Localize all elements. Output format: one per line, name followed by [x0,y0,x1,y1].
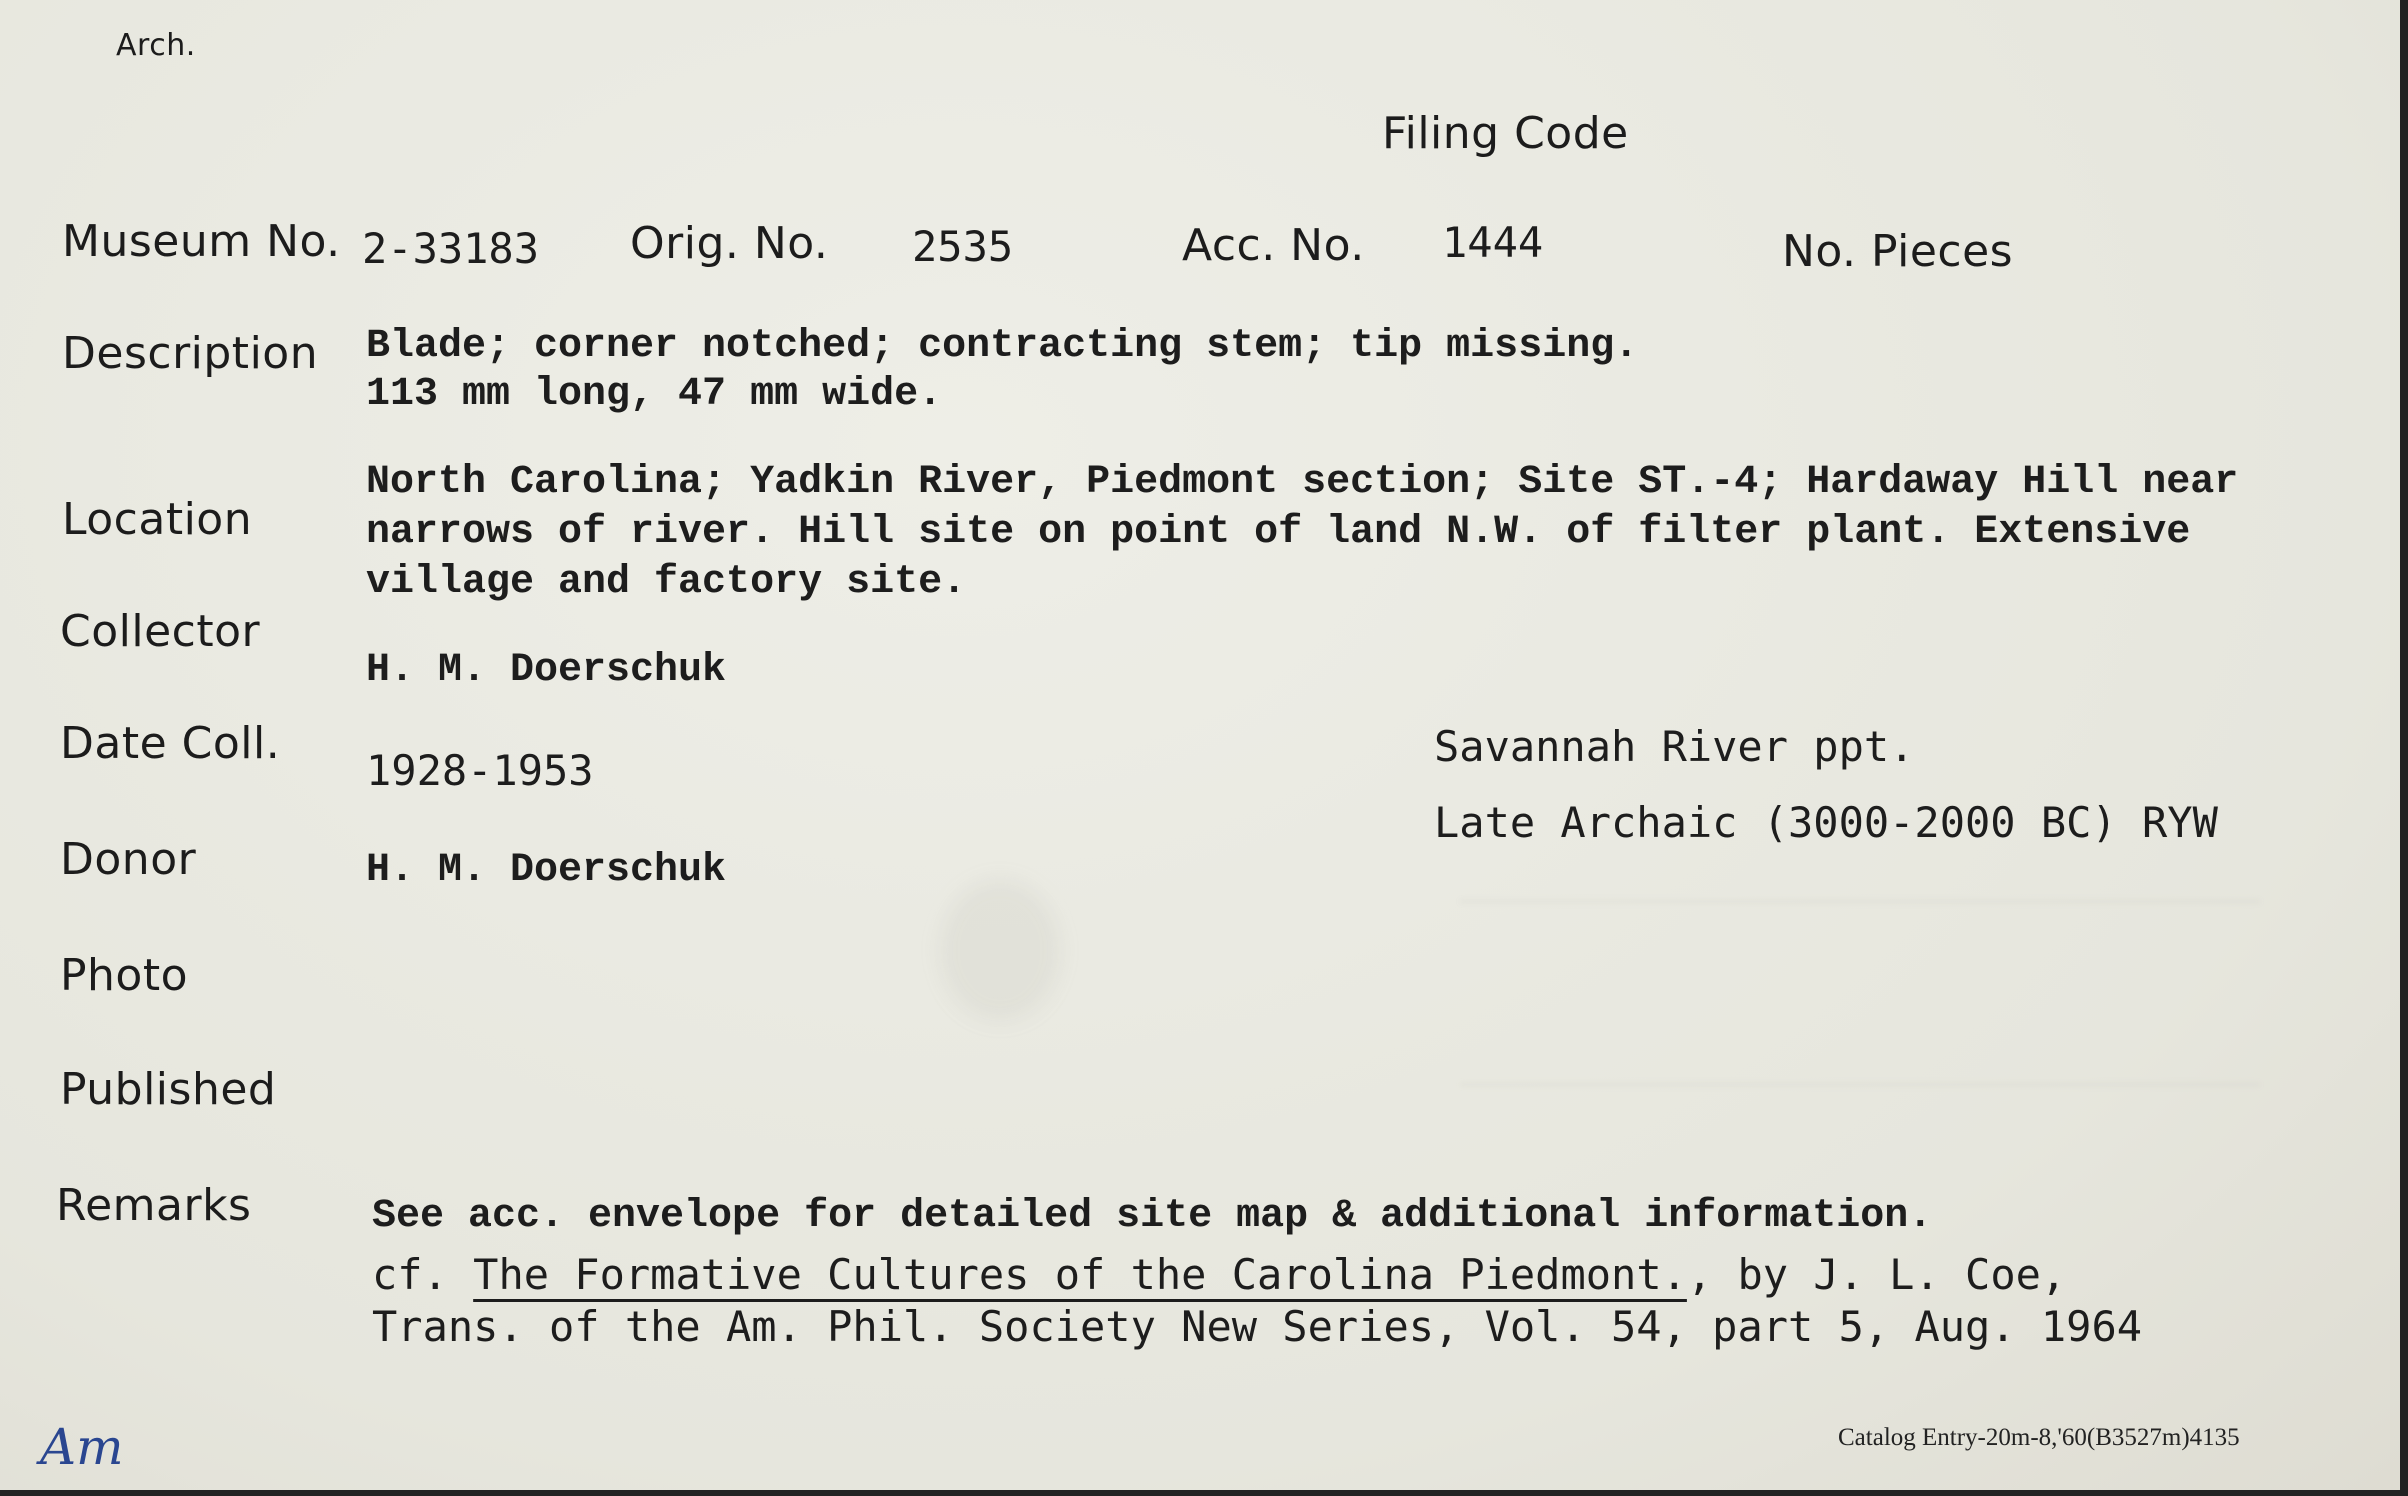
location-line-3: village and factory site. [366,560,967,605]
orig-no-value: 2535 [912,222,1014,271]
remarks-author: , by J. L. Coe, [1686,1250,2067,1299]
remarks-label: Remarks [56,1180,252,1231]
location-line-2: narrows of river. Hill site on point of land N.W. of filter plant. Extensive [366,510,2191,555]
remarks-line-3: Trans. of the Am. Phil. Society New Series, Vol. 54, part 5, Aug. 1964 [372,1302,2143,1351]
remarks-title: The Formative Cultures of the Carolina Piedmont. [473,1250,1687,1299]
museum-no-value: 2-33183 [362,224,540,273]
remarks-line-1: See acc. envelope for detailed site map & additional information. [372,1194,1933,1239]
orig-no-label: Orig. No. [630,218,829,269]
catalog-footer: Catalog Entry-20m-8,'60(B3527m)4135 [1838,1424,2240,1451]
classification-line-1: Savannah River ppt. [1434,722,1915,771]
description-line-1: Blade; corner notched; contracting stem; tip missing. [366,324,1639,369]
description-line-2: 113 mm long, 47 mm wide. [366,372,943,417]
museum-no-label: Museum No. [62,216,341,267]
no-pieces-label: No. Pieces [1782,226,2014,277]
remarks-line-2 [372,1250,2066,1300]
collector-label: Collector [60,606,261,657]
location-line-1: North Carolina; Yadkin River, Piedmont section; Site ST.-4; Hardaway Hill near [366,460,2239,505]
filing-code-label: Filing Code [1382,108,1629,159]
donor-label: Donor [60,834,197,885]
collector-value: H. M. Doerschuk [366,648,727,693]
bleed-through-smudge [940,880,1060,1020]
donor-value: H. M. Doerschuk [366,848,727,893]
description-label: Description [62,328,319,379]
published-label: Published [60,1064,277,1115]
date-coll-label: Date Coll. [60,718,281,769]
date-coll-value: 1928-1953 [366,746,594,795]
bleed-through-lines [1460,900,2260,1086]
acc-no-label: Acc. No. [1182,220,1365,271]
classification-line-2: Late Archaic (3000-2000 BC) RYW [1434,798,2218,847]
corner-label: Arch. [116,28,196,63]
location-label: Location [62,494,253,545]
remarks-cf: cf. [372,1250,448,1299]
photo-label: Photo [60,950,189,1001]
acc-no-value: 1444 [1442,218,1544,267]
handwritten-initials: Am [40,1418,124,1476]
